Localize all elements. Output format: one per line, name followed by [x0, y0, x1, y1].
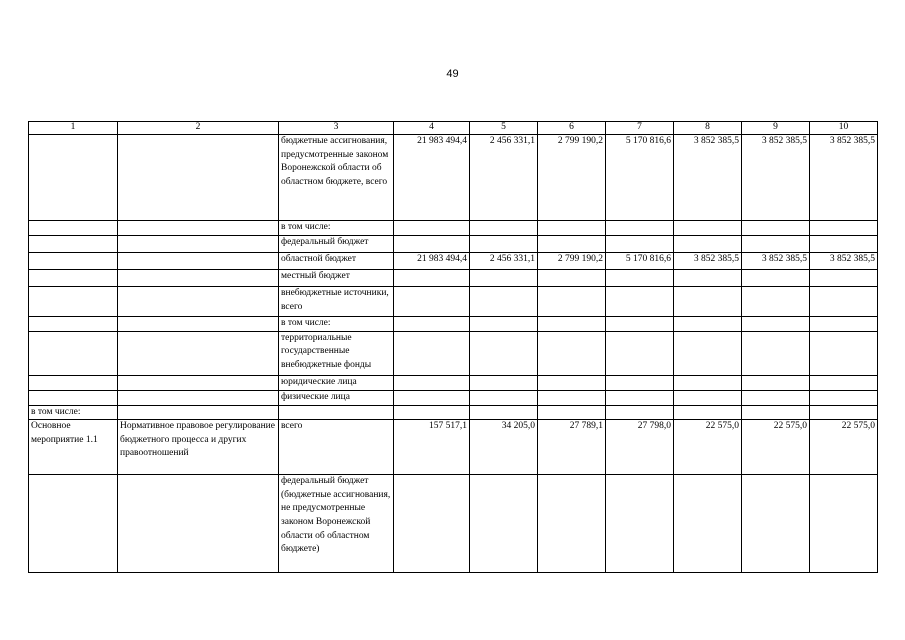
- row-label: в том числе:: [279, 317, 394, 332]
- header-cell: 3: [279, 122, 394, 135]
- row-label: бюджетные ассигнования, предусмотренные законом Воронежской области об областном бюджете, всего: [279, 135, 394, 221]
- budget-table: [28, 121, 878, 573]
- row-label: местный бюджет: [279, 270, 394, 287]
- value-cell: 3 852 385,5: [742, 253, 810, 270]
- value-cell: 3 852 385,5: [810, 135, 878, 221]
- table-row: [29, 135, 878, 221]
- value-cell: 3 852 385,5: [810, 253, 878, 270]
- value-cell: 157 517,1: [394, 420, 470, 475]
- value-cell: 34 205,0: [470, 420, 538, 475]
- header-cell: 7: [606, 122, 674, 135]
- row-label: в том числе:: [279, 221, 394, 236]
- row-label: областной бюджет: [279, 253, 394, 270]
- value-cell: 2 799 190,2: [538, 253, 606, 270]
- header-cell: 9: [742, 122, 810, 135]
- value-cell: 27 798,0: [606, 420, 674, 475]
- row-label: всего: [279, 420, 394, 475]
- activity-description: Нормативное правовое регулирование бюджетного процесса и других правоотношений: [118, 420, 279, 475]
- table-row: [29, 390, 878, 405]
- table-row: [29, 287, 878, 317]
- header-cell: 4: [394, 122, 470, 135]
- value-cell: 2 456 331,1: [470, 253, 538, 270]
- row-label: юридические лица: [279, 375, 394, 390]
- value-cell: 21 983 494,4: [394, 135, 470, 221]
- value-cell: 22 575,0: [810, 420, 878, 475]
- row-label: территориальные государственные внебюджетные фонды: [279, 331, 394, 375]
- header-cell: 2: [118, 122, 279, 135]
- table-row: [29, 420, 878, 475]
- row-label: федеральный бюджет (бюджетные ассигнования, не предусмотренные законом Воронежской области об областном бюджете): [279, 475, 394, 573]
- table-row: [29, 475, 878, 573]
- row-label: в том числе:: [29, 405, 118, 420]
- table-row: [29, 236, 878, 253]
- value-cell: 2 799 190,2: [538, 135, 606, 221]
- table-row: [29, 270, 878, 287]
- value-cell: 3 852 385,5: [742, 135, 810, 221]
- row-label: физические лица: [279, 390, 394, 405]
- row-label: внебюджетные источники, всего: [279, 287, 394, 317]
- table-row: [29, 375, 878, 390]
- header-row: [29, 122, 878, 135]
- value-cell: 22 575,0: [742, 420, 810, 475]
- value-cell: 27 789,1: [538, 420, 606, 475]
- value-cell: 3 852 385,5: [674, 135, 742, 221]
- page-number: 49: [446, 68, 459, 80]
- value-cell: 2 456 331,1: [470, 135, 538, 221]
- value-cell: 3 852 385,5: [674, 253, 742, 270]
- value-cell: 22 575,0: [674, 420, 742, 475]
- row-label: федеральный бюджет: [279, 236, 394, 253]
- value-cell: 5 170 816,6: [606, 135, 674, 221]
- header-cell: 5: [470, 122, 538, 135]
- value-cell: 21 983 494,4: [394, 253, 470, 270]
- header-cell: 6: [538, 122, 606, 135]
- activity-name: Основное мероприятие 1.1: [29, 420, 118, 475]
- table-row: [29, 317, 878, 332]
- header-cell: 1: [29, 122, 118, 135]
- table-row: [29, 253, 878, 270]
- table-row: [29, 331, 878, 375]
- table-row: [29, 221, 878, 236]
- header-cell: 8: [674, 122, 742, 135]
- header-cell: 10: [810, 122, 878, 135]
- table-row: [29, 405, 878, 420]
- value-cell: 5 170 816,6: [606, 253, 674, 270]
